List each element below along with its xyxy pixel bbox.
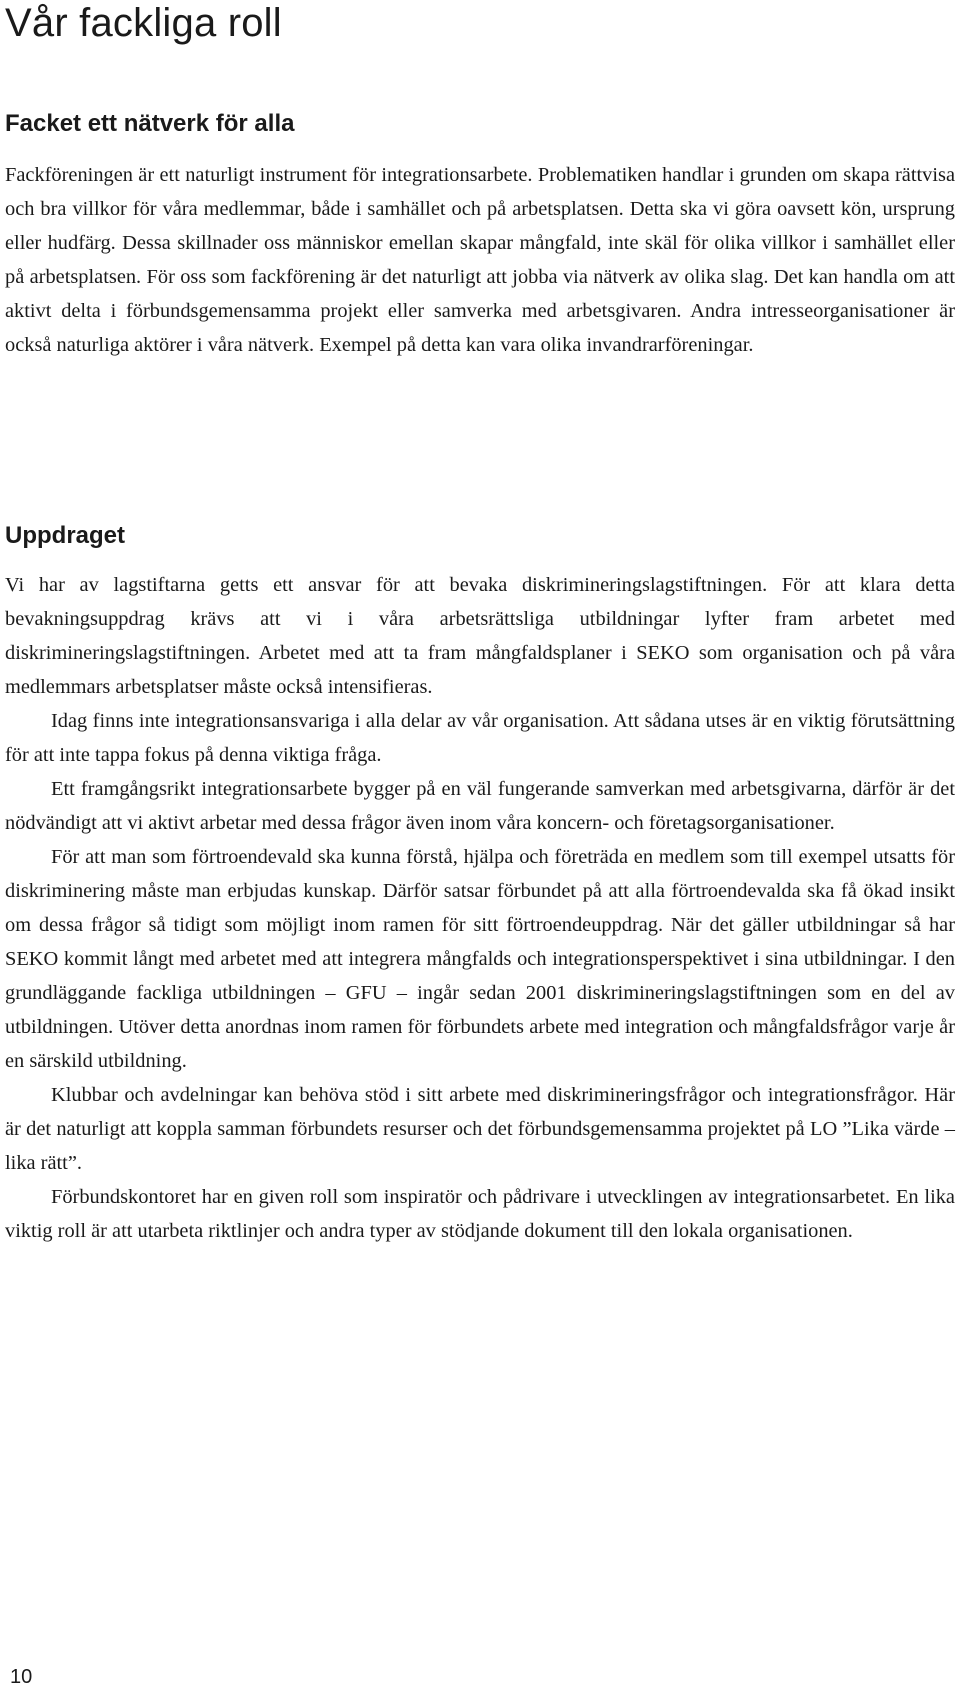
section-body-uppdraget xyxy=(5,568,955,1248)
paragraph: Klubbar och avdelningar kan behöva stöd i sitt arbete med diskrimineringsfrågor och integrationsfrågor. Här är det naturligt att koppla samman förbundets resurser och det förbundsgemensamma projektet på LO ”Lika värde – lika rätt”. xyxy=(5,1084,955,1174)
paragraph: För att man som förtroendevald ska kunna förstå, hjälpa och företräda en medlem som till exempel utsatts för diskriminering måste man erbjudas kunskap. Därför satsar förbundet på att alla förtroendevalda ska få ökad insikt om dessa frågor så tidigt som möjligt inom ramen för sitt förtroendeuppdrag. När det gäller utbildningar så har SEKO kommit långt med arbetet med att integrera mångfalds och integrationsperspektivet i sina utbildningar. I den grundläggande fackliga utbildningen – GFU – ingår sedan 2001 diskrimineringslagstiftningen som en del av utbildningen. Utöver detta anordnas inom ramen för förbundets arbete med integration och mångfaldsfrågor varje år en särskild utbildning. xyxy=(5,846,955,1072)
section-heading-facket: Facket ett nätverk för alla xyxy=(5,110,295,137)
paragraph: Ett framgångsrikt integrationsarbete bygger på en väl fungerande samverkan med arbetsgivarna, därför är det nödvändigt att vi aktivt arbetar med dessa frågor även inom våra koncern- och företagsorganisationer. xyxy=(5,778,955,834)
paragraph: Fackföreningen är ett naturligt instrument för integrationsarbete. Problematiken handlar i grunden om skapa rättvisa och bra villkor för våra medlemmar, både i samhället och på arbetsplatsen. Detta ska vi göra oavsett kön, ursprung eller hudfärg. Dessa skillnader oss människor emellan skapar mångfald, inte skäl för olika villkor i samhället eller på arbetsplatsen. För oss som fackförening är det naturligt att jobba via nätverk av olika slag. Det kan handla om att aktivt delta i förbundsgemensamma projekt eller samverka med arbetsgivaren. Andra intresseorganisationer är också naturliga aktörer i våra nätverk. Exempel på detta kan vara olika invandrarföreningar. xyxy=(5,164,955,356)
paragraph: Vi har av lagstiftarna getts ett ansvar för att bevaka diskrimineringslagstiftningen. För att klara detta bevakningsuppdrag krävs att vi i våra arbetsrättsliga utbildningar lyfter fram arbetet med diskrimineringslagstiftningen. Arbetet med att ta fram mångfaldsplaner i SEKO som organisation och på våra medlemmars arbetsplatser måste också intensifieras. xyxy=(5,574,955,698)
paragraph: Idag finns inte integrationsansvariga i alla delar av vår organisation. Att sådana utses är en viktig förutsättning för att inte tappa fokus på denna viktiga fråga. xyxy=(5,710,955,766)
section-heading-uppdraget: Uppdraget xyxy=(5,522,125,549)
paragraph: Förbundskontoret har en given roll som inspiratör och pådrivare i utvecklingen av integrationsarbetet. En lika viktig roll är att utarbeta riktlinjer och andra typer av stödjande dokument till den lokala organisationen. xyxy=(5,1186,955,1242)
section-body-facket xyxy=(5,158,955,362)
page-title: Vår fackliga roll xyxy=(5,1,282,45)
page-number: 10 xyxy=(10,1666,33,1688)
